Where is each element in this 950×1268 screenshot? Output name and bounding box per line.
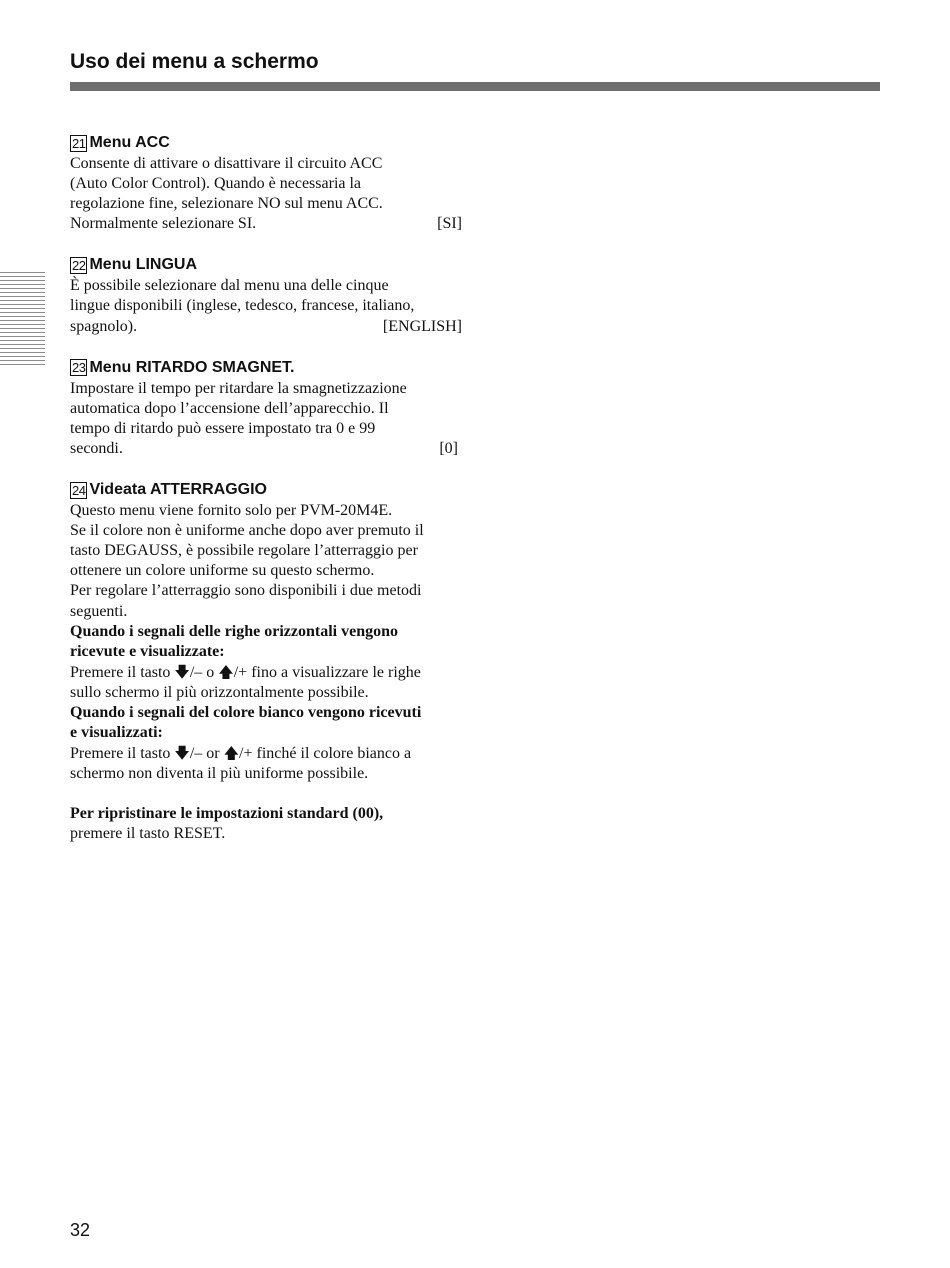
section-title: Videata ATTERRAGGIO (89, 481, 267, 499)
instruction-text: Premere il tasto (70, 745, 175, 763)
section-acc (70, 132, 462, 234)
side-tab-marker (0, 272, 45, 366)
body-line: tasto DEGAUSS, è possibile regolare l’atterraggio per (70, 542, 418, 560)
down-arrow-icon: 🡇 (174, 662, 190, 681)
subheading-line: Quando i segnali delle righe orizzontali vengono (70, 622, 399, 640)
default-value: [0] (439, 439, 458, 457)
subheading-line: e visualizzati: (70, 724, 163, 742)
body-line: ottenere un colore uniforme su questo schermo. (70, 562, 375, 580)
body-line: Consente di attivare o disattivare il circuito ACC (70, 155, 383, 172)
subheading-line: ricevute e visualizzate: (70, 642, 225, 660)
instruction-text: /+ fino a visualizzare le righe (233, 663, 421, 681)
section-number-badge: 21 (72, 135, 86, 151)
up-arrow-icon: 🡅 (218, 662, 234, 681)
body-line: lingue disponibili (inglese, tedesco, francese, italiano, (70, 297, 415, 315)
section-ritardo-smagnet (70, 357, 462, 459)
subheading-line: Quando i segnali del colore bianco vengono ricevuti (70, 703, 422, 721)
body-line: (Auto Color Control). Quando è necessaria la (70, 175, 362, 193)
section-heading (70, 479, 462, 501)
body-line-with-default (70, 214, 462, 234)
instruction-text: /– or (189, 745, 224, 763)
reset-heading: Per ripristinare le impostazioni standard (00), (70, 805, 384, 823)
section-number-badge: 23 (72, 360, 86, 376)
instruction-line (70, 662, 462, 683)
body-line: automatica dopo l’accensione dell’apparecchio. Il (70, 399, 389, 417)
body-line-with-default (70, 439, 462, 459)
section-title: Menu LINGUA (89, 256, 198, 274)
body-line: tempo di ritardo può essere impostato tra 0 e 99 (70, 419, 376, 437)
section-lingua (70, 254, 462, 336)
body-line: spagnolo). (70, 317, 138, 335)
section-number-badge: 24 (72, 482, 86, 498)
down-arrow-icon: 🡇 (174, 744, 190, 763)
reset-text: premere il tasto RESET. (70, 825, 226, 843)
body-line: sullo schermo il più orizzontalmente possibile. (70, 683, 369, 701)
body-line-with-default (70, 317, 462, 337)
body-line: Normalmente selezionare SI. (70, 215, 257, 233)
main-content (70, 132, 462, 865)
section-heading (70, 254, 462, 276)
section-atterraggio (70, 479, 462, 845)
section-number-badge: 22 (72, 257, 86, 273)
instruction-text: /– o (189, 663, 219, 681)
page-title: Uso dei menu a schermo (70, 50, 319, 73)
body-line: Questo menu viene fornito solo per PVM-20M4E. (70, 502, 393, 520)
instruction-text: Premere il tasto (70, 663, 175, 681)
title-rule (70, 82, 880, 91)
instruction-text: /+ finché il colore bianco a (239, 745, 412, 763)
default-value: [ENGLISH] (382, 317, 462, 335)
default-value: [SI] (437, 215, 462, 233)
body-line: regolazione fine, selezionare NO sul menu ACC. (70, 195, 383, 213)
section-heading (70, 357, 462, 379)
body-line: schermo non diventa il più uniforme possibile. (70, 765, 369, 783)
section-title: Menu RITARDO SMAGNET. (89, 358, 295, 376)
body-line: Se il colore non è uniforme anche dopo aver premuto il (70, 522, 424, 540)
body-line: seguenti. (70, 602, 128, 620)
up-arrow-icon: 🡅 (223, 744, 240, 763)
body-line: Impostare il tempo per ritardare la smagnetizzazione (70, 379, 407, 397)
page-number: 32 (70, 1220, 91, 1240)
section-heading (70, 132, 462, 154)
body-line: È possibile selezionare dal menu una delle cinque (70, 277, 389, 295)
spacer (70, 784, 462, 804)
instruction-line (70, 743, 462, 764)
body-line: Per regolare l’atterraggio sono disponibili i due metodi (70, 582, 422, 600)
section-title: Menu ACC (89, 134, 170, 151)
body-line: secondi. (70, 439, 123, 457)
